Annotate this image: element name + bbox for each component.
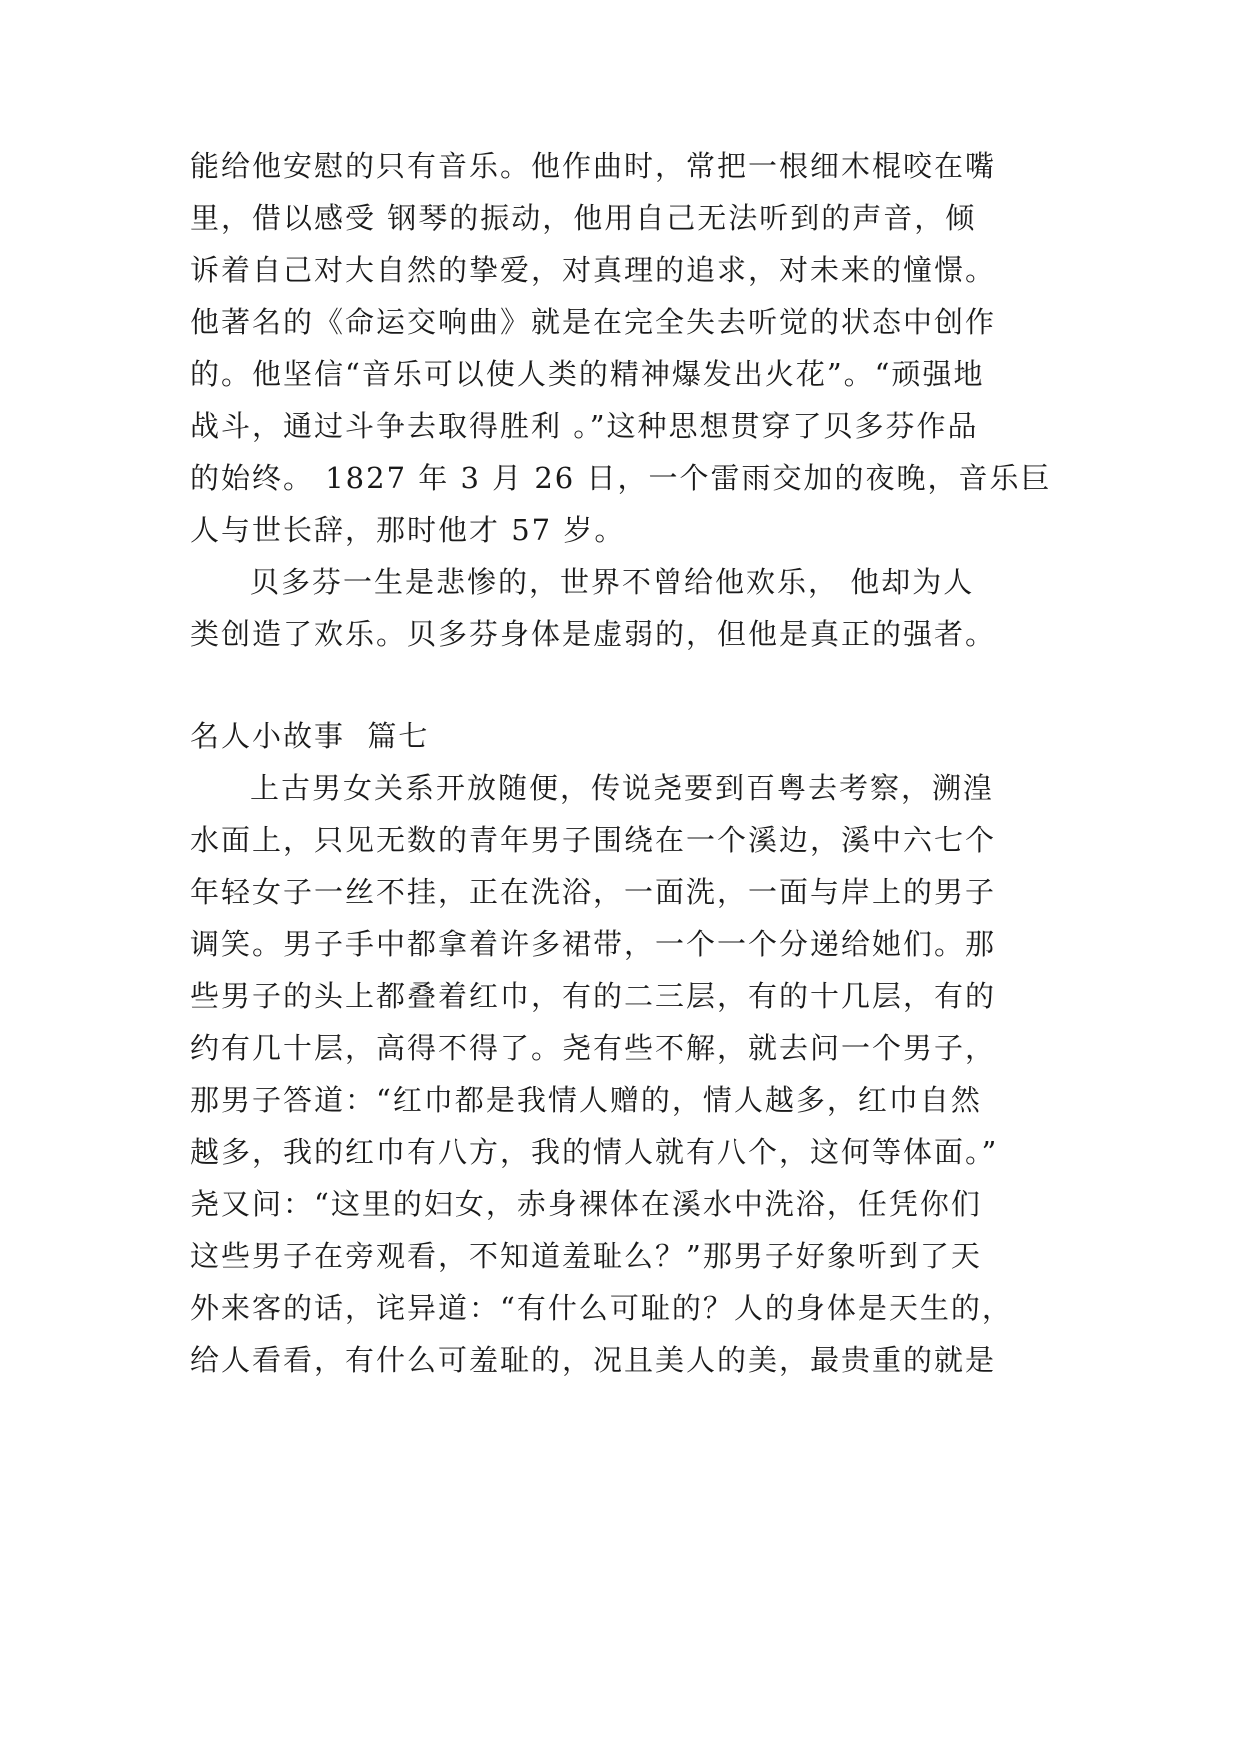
body-text-line: 些男子的头上都叠着红巾，有的二三层，有的十几层，有的 [190,979,997,1013]
body-text-line: 水面上，只见无数的青年男子围绕在一个溪边，溪中六七个 [190,823,997,857]
body-text-line: 越多，我的红巾有八方，我的情人就有八个，这何等体面。” [190,1135,999,1169]
body-text-line: 他著名的《命运交响曲》就是在完全失去听觉的状态中创作 [190,305,997,339]
body-text-line: 的。他坚信“音乐可以使人类的精神爆发出火花”。“顽强地 [190,357,985,391]
body-text-line: 的始终。 1827 年 3 月 26 日，一个雷雨交加的夜晚，音乐巨 [190,461,1052,495]
body-text-line: 那男子答道：“红巾都是我情人赠的，情人越多，红巾自然 [190,1083,982,1117]
body-text-line: 尧又问：“这里的妇女，赤身裸体在溪水中洗浴，任凭你们 [190,1187,982,1221]
section-title: 名人小故事 篇七 [190,719,430,753]
body-text-line: 调笑。男子手中都拿着许多裙带，一个一个分递给她们。那 [190,927,997,961]
body-text-line: 诉着自己对大自然的挚爱，对真理的追求，对未来的憧憬。 [190,253,997,287]
body-text-line: 人与世长辞，那时他才 57 岁。 [190,513,626,547]
body-text-line: 外来客的话，诧异道：“有什么可耻的？人的身体是天生的， [190,1291,1013,1325]
body-text-line: 能给他安慰的只有音乐。他作曲时，常把一根细木棍咬在嘴 [190,149,997,183]
body-text-line: 战斗，通过斗争去取得胜利 。”这种思想贯穿了贝多芬作品 [190,409,979,443]
body-text-line: 给人看看，有什么可羞耻的，况且美人的美，最贵重的就是 [190,1343,997,1377]
body-text-line: 类创造了欢乐。贝多芬身体是虚弱的，但他是真正的强者。 [190,617,997,651]
body-text-line: 年轻女子一丝不挂，正在洗浴，一面洗，一面与岸上的男子 [190,875,997,909]
body-text-line: 这些男子在旁观看，不知道羞耻么？”那男子好象听到了天 [190,1239,982,1273]
body-text-line: 约有几十层，高得不得了。尧有些不解，就去问一个男子， [190,1031,997,1065]
body-text-line: 上古男女关系开放随便，传说尧要到百粤去考察，溯湟 [250,771,995,805]
body-text-line: 贝多芬一生是悲惨的，世界不曾给他欢乐， 他却为人 [250,565,975,599]
body-text-line: 里，借以感受 钢琴的振动，他用自己无法听到的声音，倾 [190,201,977,235]
